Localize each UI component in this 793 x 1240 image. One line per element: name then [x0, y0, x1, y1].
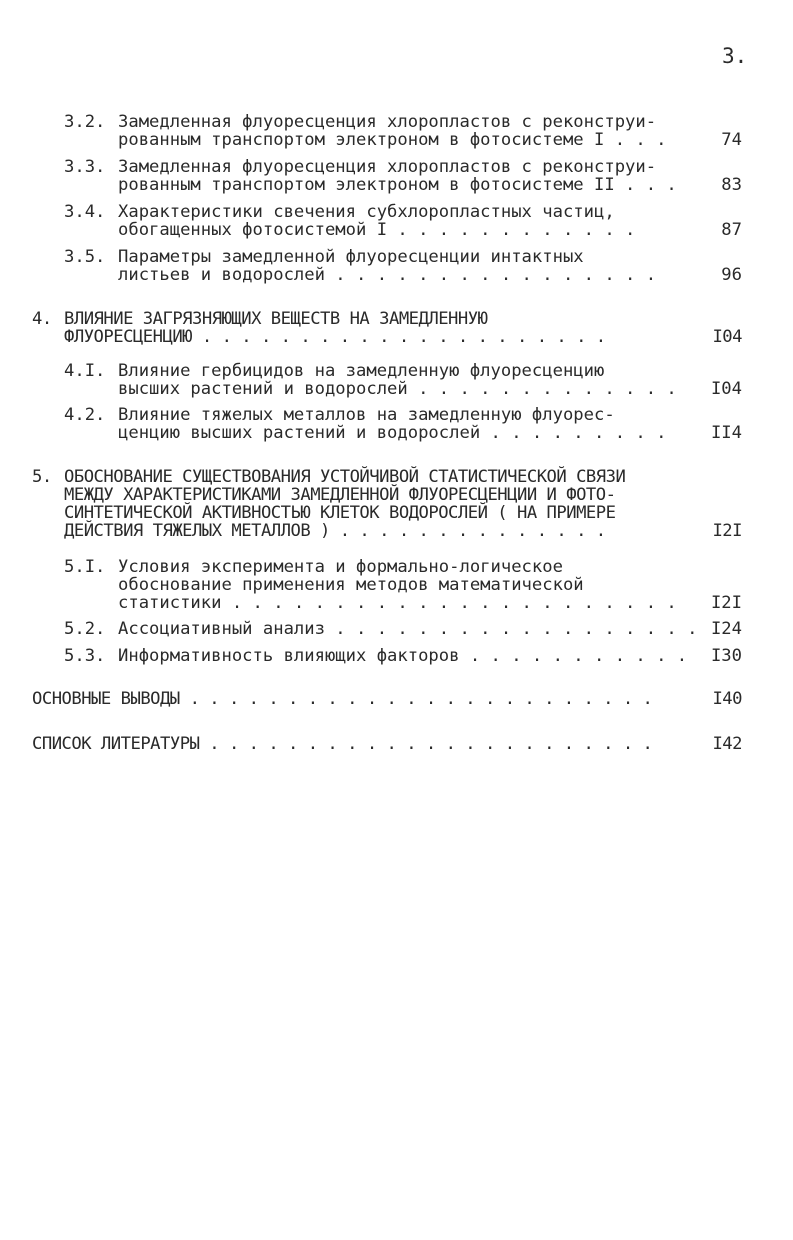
toc-page: I42: [712, 734, 742, 754]
toc-title-line: Замедленная флуоресценция хлоропластов с реконструи-: [118, 112, 657, 132]
toc-entry-5-2: [64, 620, 744, 642]
toc-page: I30: [710, 646, 742, 666]
toc-title-line: рованным транспортом электроном в фотосистеме II . . .: [118, 175, 677, 195]
toc-page: II4: [710, 423, 742, 443]
toc-title-line: обоснование применения методов математической: [118, 575, 584, 595]
toc-page: I04: [710, 379, 742, 399]
toc-title-line: ценцию высших растений и водорослей . . . . . . . . .: [118, 423, 667, 443]
toc-entry-conclusions: [32, 690, 744, 712]
toc-number: 3.2.: [64, 112, 106, 132]
toc-page: 74: [721, 130, 742, 150]
toc-title-line: высших растений и водорослей . . . . . . . . . . . . .: [118, 379, 677, 399]
toc-entry-4-1: [64, 362, 744, 402]
toc-page: 87: [721, 220, 742, 240]
toc-number: 4.I.: [64, 361, 106, 381]
toc-entry-5-3: [64, 647, 744, 669]
toc-title-line: обогащенных фотосистемой I . . . . . . . . . . . .: [118, 220, 636, 240]
toc-page: I40: [712, 689, 742, 709]
toc-title-line: ДЕЙСТВИЯ ТЯЖЕЛЫХ МЕТАЛЛОВ ) . . . . . . . . . . . . . .: [64, 521, 606, 541]
toc-title-line: ФЛУОРЕСЦЕНЦИЮ . . . . . . . . . . . . . . . . . . . . .: [64, 327, 606, 347]
toc-title-line: ОСНОВНЫЕ ВЫВОДЫ . . . . . . . . . . . . . . . . . . . . . . . .: [32, 689, 653, 709]
toc-number: 4.: [32, 309, 52, 329]
toc-page: I2I: [712, 521, 742, 541]
toc-entry-references: [32, 735, 744, 757]
toc-title-line: ОБОСНОВАНИЕ СУЩЕСТВОВАНИЯ УСТОЙЧИВОЙ СТАТИСТИЧЕСКОЙ СВЯЗИ: [64, 467, 626, 487]
toc-entry-4-2: [64, 406, 744, 446]
toc-number: 5.3.: [64, 646, 106, 666]
toc-number: 3.5.: [64, 247, 106, 267]
toc-entry-4: [32, 310, 744, 350]
toc-entry-3-2: [64, 113, 744, 153]
toc-entry-5-1: [64, 558, 744, 616]
toc-title-line: СИНТЕТИЧЕСКОЙ АКТИВНОСТЬЮ КЛЕТОК ВОДОРОСЛЕЙ ( НА ПРИМЕРЕ: [64, 503, 616, 523]
toc-number: 5.: [32, 467, 52, 487]
toc-entry-5: [32, 468, 744, 544]
toc-title-line: Параметры замедленной флуоресценции интактных: [118, 247, 584, 267]
toc-title-line: рованным транспортом электроном в фотосистеме I . . .: [118, 130, 667, 150]
toc-title-line: Влияние тяжелых металлов на замедленную флуорес-: [118, 405, 615, 425]
toc-title-line: статистики . . . . . . . . . . . . . . . . . . . . . .: [118, 593, 677, 613]
toc-entry-3-4: [64, 203, 744, 243]
toc-title-line: Ассоциативный анализ . . . . . . . . . . . . . . . . . .: [118, 619, 698, 639]
toc-entry-3-3: [64, 158, 744, 198]
toc-title-line: листьев и водорослей . . . . . . . . . . . . . . . .: [118, 265, 657, 285]
toc-title-line: Замедленная флуоресценция хлоропластов с реконструи-: [118, 157, 657, 177]
page-number: 3.: [722, 44, 748, 68]
toc-entry-3-5: [64, 248, 744, 288]
toc-title-line: МЕЖДУ ХАРАКТЕРИСТИКАМИ ЗАМЕДЛЕННОЙ ФЛУОРЕСЦЕНЦИИ И ФОТО-: [64, 485, 616, 505]
toc-number: 5.2.: [64, 619, 106, 639]
toc-page: I04: [712, 327, 742, 347]
toc-title-line: ВЛИЯНИЕ ЗАГРЯЗНЯЮЩИХ ВЕЩЕСТВ НА ЗАМЕДЛЕННУЮ: [64, 309, 488, 329]
toc-title-line: Характеристики свечения субхлоропластных частиц,: [118, 202, 615, 222]
toc-title-line: СПИСОК ЛИТЕРАТУРЫ . . . . . . . . . . . . . . . . . . . . . . .: [32, 734, 653, 754]
toc-title-line: Условия эксперимента и формально-логическое: [118, 557, 563, 577]
toc-title-line: Влияние гербицидов на замедленную флуоресценцию: [118, 361, 605, 381]
toc-page: 96: [721, 265, 742, 285]
toc-number: 5.I.: [64, 557, 106, 577]
toc-page: 83: [721, 175, 742, 195]
toc-page: I2I: [710, 593, 742, 613]
toc-title-line: Информативность влияющих факторов . . . . . . . . . . .: [118, 646, 688, 666]
toc-number: 3.3.: [64, 157, 106, 177]
toc-number: 4.2.: [64, 405, 106, 425]
toc-page: I24: [710, 619, 742, 639]
toc-number: 3.4.: [64, 202, 106, 222]
